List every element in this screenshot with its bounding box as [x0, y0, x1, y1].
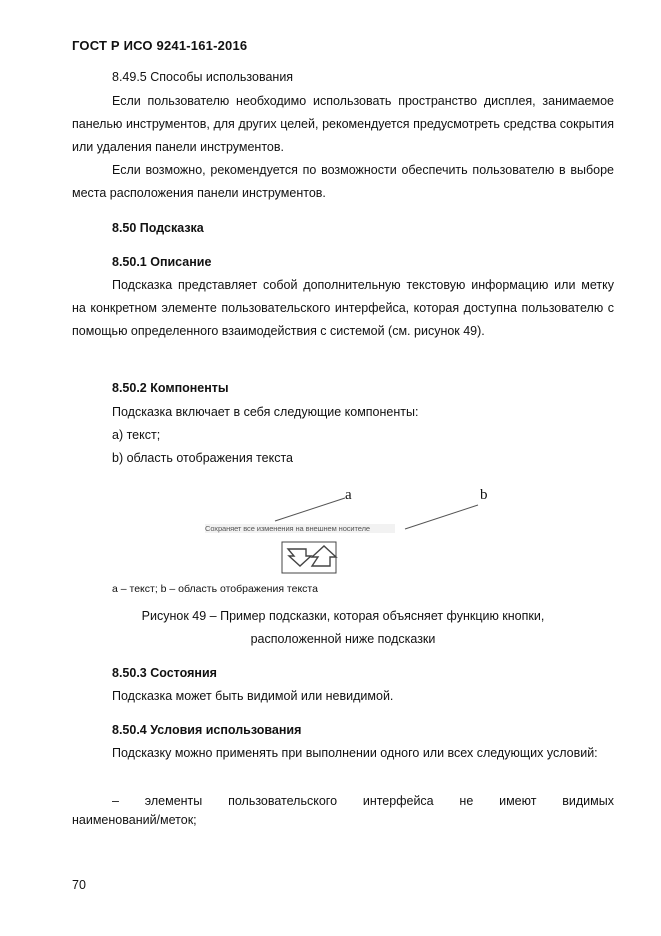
figure-caption-line-1: Рисунок 49 – Пример подсказки, которая объясняет функцию кнопки,: [141, 609, 545, 623]
section-8-49-5-paragraph-1: Если пользователю необходимо использовать пространство дисплея, занимаемое панелью инструментов, для других целей, рекомендуется предусмотреть средства сокрытия или удаления панели инструментов.: [72, 94, 614, 154]
section-8-50-4-bullet-1: – элементы пользовательского интерфейса не имеют видимых: [112, 794, 614, 808]
section-8-50-1-paragraph: Подсказка представляет собой дополнительную текстовую информацию или метку на конкретном элементе пользовательского интерфейса, которая доступна пользователю с помощью определенного взаимодействия с системой (см. рисунок 49).: [72, 278, 614, 338]
section-8-50-title: 8.50 Подсказка: [112, 221, 204, 235]
section-8-50-4-bullet-1-continuation: наименований/меток;: [72, 813, 197, 827]
section-8-49-5-paragraph-2: Если возможно, рекомендуется по возможности обеспечить пользователю в выборе места расположения панели инструментов.: [72, 163, 614, 200]
section-8-50-2-intro: Подсказка включает в себя следующие компоненты:: [112, 405, 419, 419]
leader-line-a: [275, 498, 345, 521]
page-number: 70: [72, 878, 86, 892]
list-item-b: b) область отображения текста: [112, 451, 293, 465]
figure-label-a: a: [345, 487, 352, 503]
list-item-a: а) текст;: [112, 428, 161, 442]
section-8-49-5-title: 8.49.5 Способы использования: [112, 70, 294, 84]
section-8-50-1-title: 8.50.1 Описание: [112, 255, 212, 269]
section-8-50-2-title: 8.50.2 Компоненты: [112, 381, 229, 395]
figure-label-b: b: [480, 487, 488, 503]
section-8-50-3-title: 8.50.3 Состояния: [112, 666, 217, 680]
leader-line-b: [405, 505, 478, 529]
tooltip-text: Сохраняет все изменения на внешнем носителе: [205, 524, 395, 533]
figure-caption-line-2: расположенной ниже подсказки: [250, 632, 436, 646]
figure-legend: а – текст; b – область отображения текста: [112, 583, 318, 595]
section-8-50-3-paragraph: Подсказка может быть видимой или невидимой.: [112, 689, 394, 703]
section-8-50-4-title: 8.50.4 Условия использования: [112, 723, 302, 737]
section-8-50-4-paragraph: Подсказку можно применять при выполнении одного или всех следующих условий:: [112, 746, 598, 760]
document-header: ГОСТ Р ИСО 9241-161-2016: [72, 38, 248, 53]
